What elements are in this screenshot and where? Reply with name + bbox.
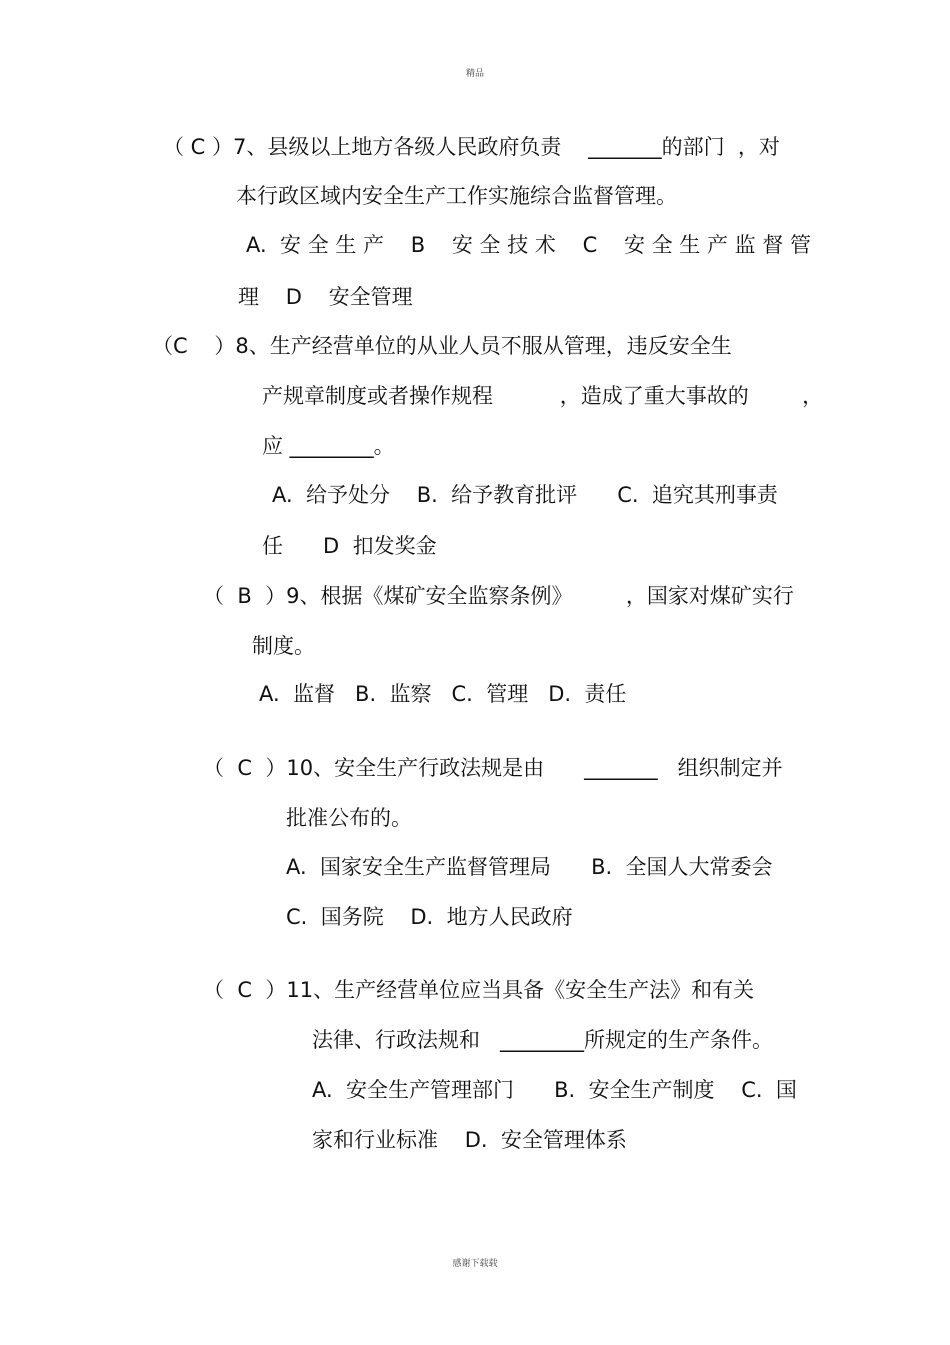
q8-options-line-2: 任 D 扣发奖金 xyxy=(262,534,437,558)
q7-options-line-2: 理 D 安全管理 xyxy=(238,285,413,309)
q11-options-line-2: 家和行业标准 D. 安全管理体系 xyxy=(312,1128,627,1152)
q8-stem-line-3: 应 ________。 xyxy=(262,434,395,458)
q10-options-line-2: C. 国务院 D. 地方人民政府 xyxy=(286,905,573,929)
q9-stem-line-1: （ B ）9、根据《煤矿安全监察条例》 ，国家对煤矿实行 xyxy=(203,584,794,608)
q10-stem-line-2: 批准公布的。 xyxy=(286,806,412,830)
q11-stem-line-2: 法律、行政法规和 ________所规定的生产条件。 xyxy=(312,1028,774,1052)
q7-stem-line-2: 本行政区域内安全生产工作实施综合监督管理。 xyxy=(236,184,677,208)
q11-options-line-1: A. 安全生产管理部门 B. 安全生产制度 C. 国 xyxy=(312,1078,797,1102)
q8-options-line-1: A. 给予处分 B. 给予教育批评 C. 追究其刑事责 xyxy=(272,483,778,507)
q7-stem-line-1: （ C ）7、县级以上地方各级人民政府负责 _______的部门 ，对 xyxy=(163,135,780,159)
q10-options-line-1: A. 国家安全生产监督管理局 B. 全国人大常委会 xyxy=(286,855,773,879)
q8-stem-line-1: （C ）8、生产经营单位的从业人员不服从管理，违反安全生 xyxy=(152,334,732,358)
page-footer: 感谢下载载 xyxy=(452,1259,498,1269)
q10-stem-line-1: （ C ）10、安全生产行政法规是由 _______ 组织制定并 xyxy=(203,756,783,780)
q7-options-line-1: A. 安 全 生 产 B 安 全 技 术 C 安 全 生 产 监 督 管 xyxy=(246,233,811,257)
q9-options-line-1: A. 监督 B. 监察 C. 管理 D. 责任 xyxy=(259,682,627,706)
q8-stem-line-2: 产规章制度或者操作规程 ，造成了重大事故的 ， xyxy=(262,384,824,408)
q9-stem-line-2: 制度。 xyxy=(252,634,315,658)
q11-stem-line-1: （ C ）11、生产经营单位应当具备《安全生产法》和有关 xyxy=(203,978,755,1002)
page-header: 精品 xyxy=(465,69,484,79)
